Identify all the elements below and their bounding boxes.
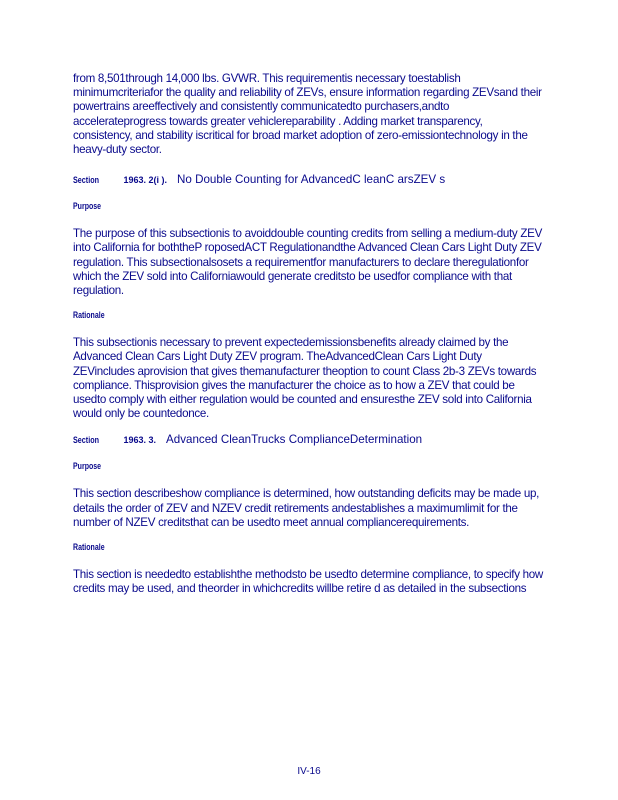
purpose-label: Purpose: [73, 461, 102, 472]
purpose-paragraph: This section describeshow compliance is determined, how outstanding deficits may be made up, details the order of ZEV and NZEV credit retirements andestablishes a maximumlimit for the number of NZEV creditsthat can be usedto meet annual compliancerequirements.: [73, 487, 540, 529]
section-1963-2i: [73, 173, 543, 421]
rationale-paragraph: This section is neededto establishthe methodsto be usedto determine compliance, to specify how credits may be used, and theorder in whichcredits willbe retire d as detailed in the subsections: [73, 568, 543, 596]
rationale-paragraph: This subsectionis necessary to prevent expectedemissionsbenefits already claimed by the Advanced Clean Cars Light Duty ZEV program. TheAdvancedClean Cars Light Duty ZEVincludes aprovision that gives themanufacturer theoption to count Class 2b-3 ZEVs towards compliance. Thisprovision gives the manufacturer the choice as to how a ZEV that could be usedto comply with either regulation would be counted and ensuresthe ZEV sold into California would only be countedonce.: [73, 336, 537, 421]
purpose-paragraph: The purpose of this subsectionis to avoiddouble counting credits from selling a medium-duty ZEV into California for boththeP roposedACT Regulationandthe Advanced Clean Cars Light Duty ZEV regulation. This subsectionalsosets a requirementfor manufacturers to declare theregulationfor which the ZEV sold into Californiawould generate creditsto be usedfor compliance with that regulation.: [73, 227, 543, 298]
section-heading: [73, 173, 543, 187]
document-body: [73, 72, 543, 608]
section-heading: [73, 433, 543, 447]
section-title: No Double Counting for AdvancedC leanC arsZEV s: [177, 173, 446, 187]
page-number: IV-16: [297, 766, 321, 777]
rationale-label: Rationale: [73, 310, 105, 321]
section-number: 1963. 3.: [123, 435, 157, 446]
section-tag: Section: [73, 175, 100, 186]
rationale-label: Rationale: [73, 542, 105, 553]
section-title: Advanced CleanTrucks ComplianceDetermination: [166, 433, 423, 447]
section-tag: Section: [73, 435, 100, 446]
section-number: 1963. 2(i ).: [123, 175, 168, 186]
intro-paragraph: from 8,501through 14,000 lbs. GVWR. This requirementis necessary toestablish minimumcriteriafor the quality and reliability of ZEVs, ensure information regarding ZEVsand their powertrains areeffectively and consistently communicatedto purchasers,andto accelerateprogress towards greater vehiclereparability . Adding market transparency, consistency, and stability iscritical for broad market adoption of zero-emissiontechnology in the heavy-duty sector.: [73, 72, 542, 157]
purpose-label: Purpose: [73, 201, 102, 212]
section-1963-3: [73, 433, 543, 596]
